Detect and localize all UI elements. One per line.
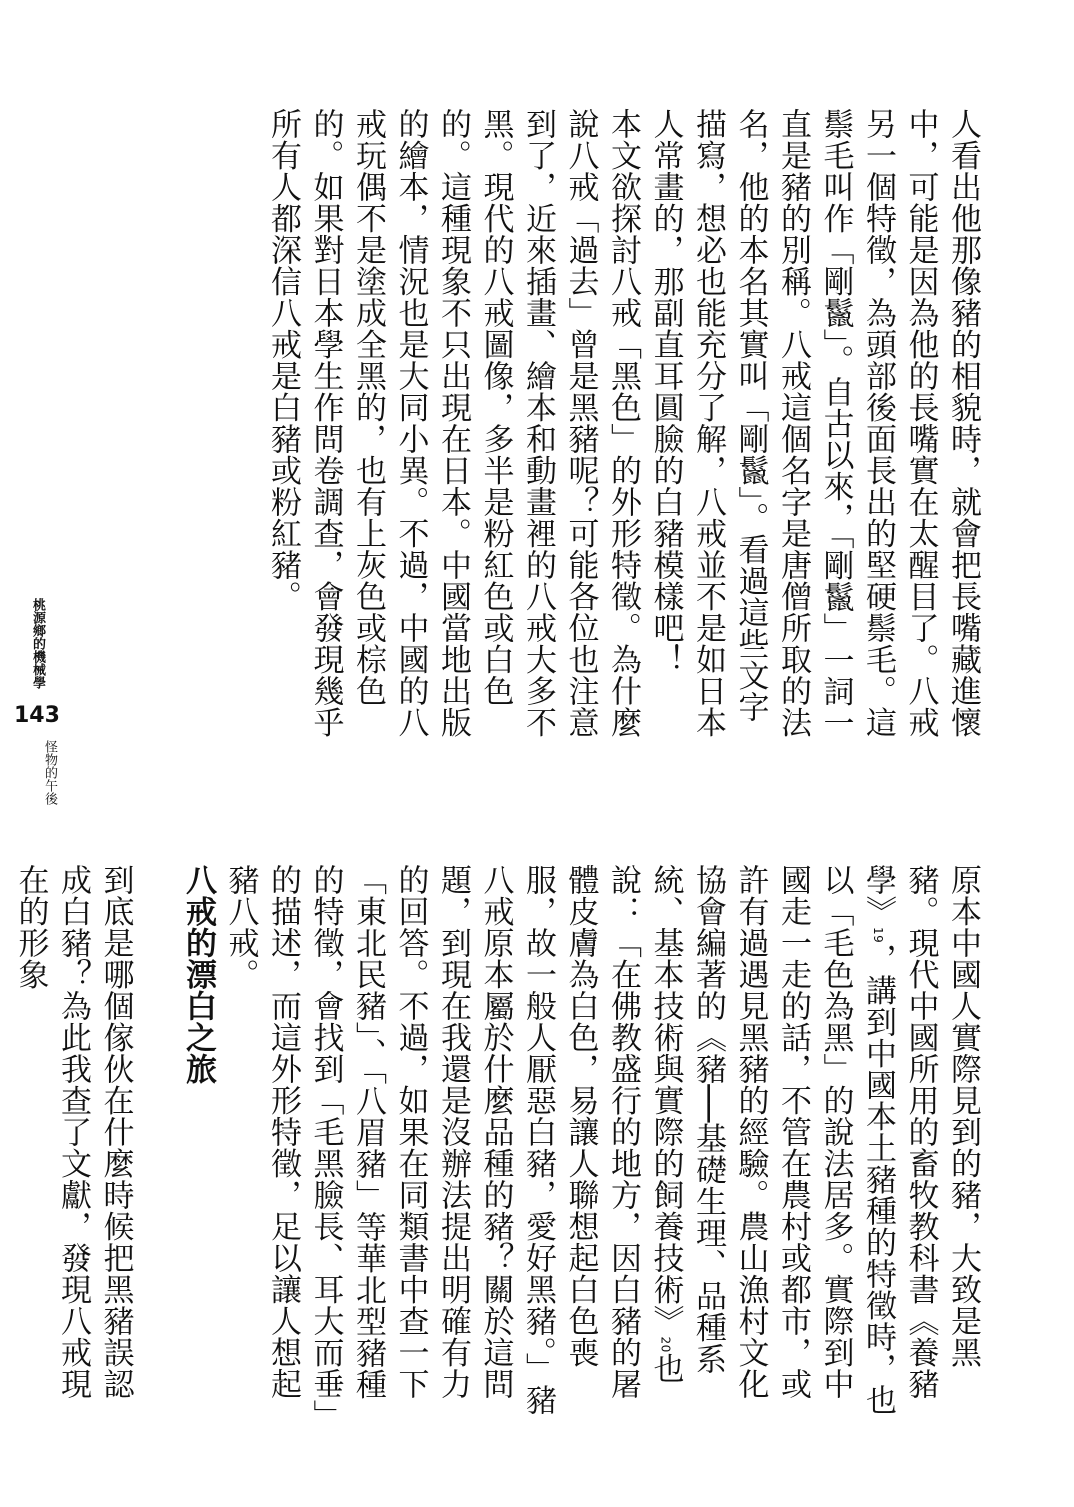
paragraph-black-pig-question: 本文欲探討八戒「黑色」的外形特徵。為什麼說八戒「過去」曾是黑豬呢？可能各位也注意到了，近來插畫、繪本和動畫裡的八戒大多不黑。現代的八戒圖像，多半是粉紅色或白色的。這種現象不只出現在日本。中國當地出版的繪本，情況也是大同小異。不過，中國的八戒玩偶不是塗成全黑的，也有上灰色或棕色的。如果對日本學生作問卷調查，會發現幾乎所有人都深信八戒是白豬或粉紅豬。: [265, 108, 641, 738]
section-heading: 八戒的漂白之旅: [180, 864, 216, 1085]
paragraph-hair-description: 人看出他那像豬的相貌時，就會把長嘴藏進懷中，可能是因為他的長嘴實在太醒目了。八戒另一個特徵，為頭部後面長出的堅硬鬃毛。這鬃毛叫作「剛鬣」。自古以來，「剛鬣」一詞一直是豬的別稱。八戒這個名字是唐僧所取的法名，他的本名其實叫「剛鬣」。看過這些文字描寫，想必也能充分了解，八戒並不是如日本人常畫的，那副直耳圓臉的白豬模樣吧！: [647, 108, 981, 739]
running-head-chapter-title: 怪物的午後: [42, 740, 57, 805]
paragraph-bleaching: 到底是哪個傢伙在什麼時候把黑豬誤認成白豬？為此我查了文獻，發現八戒現在的形象: [12, 864, 134, 1400]
paragraph-chinese-pigs: 原本中國人實際見到的豬，大致是黑豬。現代中國所用的畜牧教科書《養豬學》19，講到中國本土豬種的特徵時，也以「毛色為黑」的說法居多。實際到中國走一走的話，不管在農村或都市，或許有過遇見黑豬的經驗。農山漁村文化協會編著的《豬──基礎生理、品種系統、基本技術與實際的飼養技術》20也說：「在佛教盛行的地方，因白豬的屠體皮膚為白色，易讓人聯想起白色喪服，故一般人厭惡白豬，愛好黑豬。」豬八戒原本屬於什麼品種的豬？關於這問題，到現在我還是沒辦法提出明確有力的回答。不過，如果在同類書中查一下「東北民豬」、「八眉豬」等華北型豬種的特徵，會找到「毛黑臉長、耳大而垂」的描述，而這外形特徵，足以讓人想起豬八戒。: [222, 864, 981, 1416]
footnote-ref-19: 19: [871, 927, 885, 944]
footnote-ref-20: 20: [658, 1336, 673, 1353]
page-number: 143: [14, 703, 60, 728]
bottom-text-block: [9, 864, 984, 1424]
running-head-book-title: 桃源鄉的機械學: [30, 598, 45, 689]
top-text-block: [222, 108, 985, 748]
